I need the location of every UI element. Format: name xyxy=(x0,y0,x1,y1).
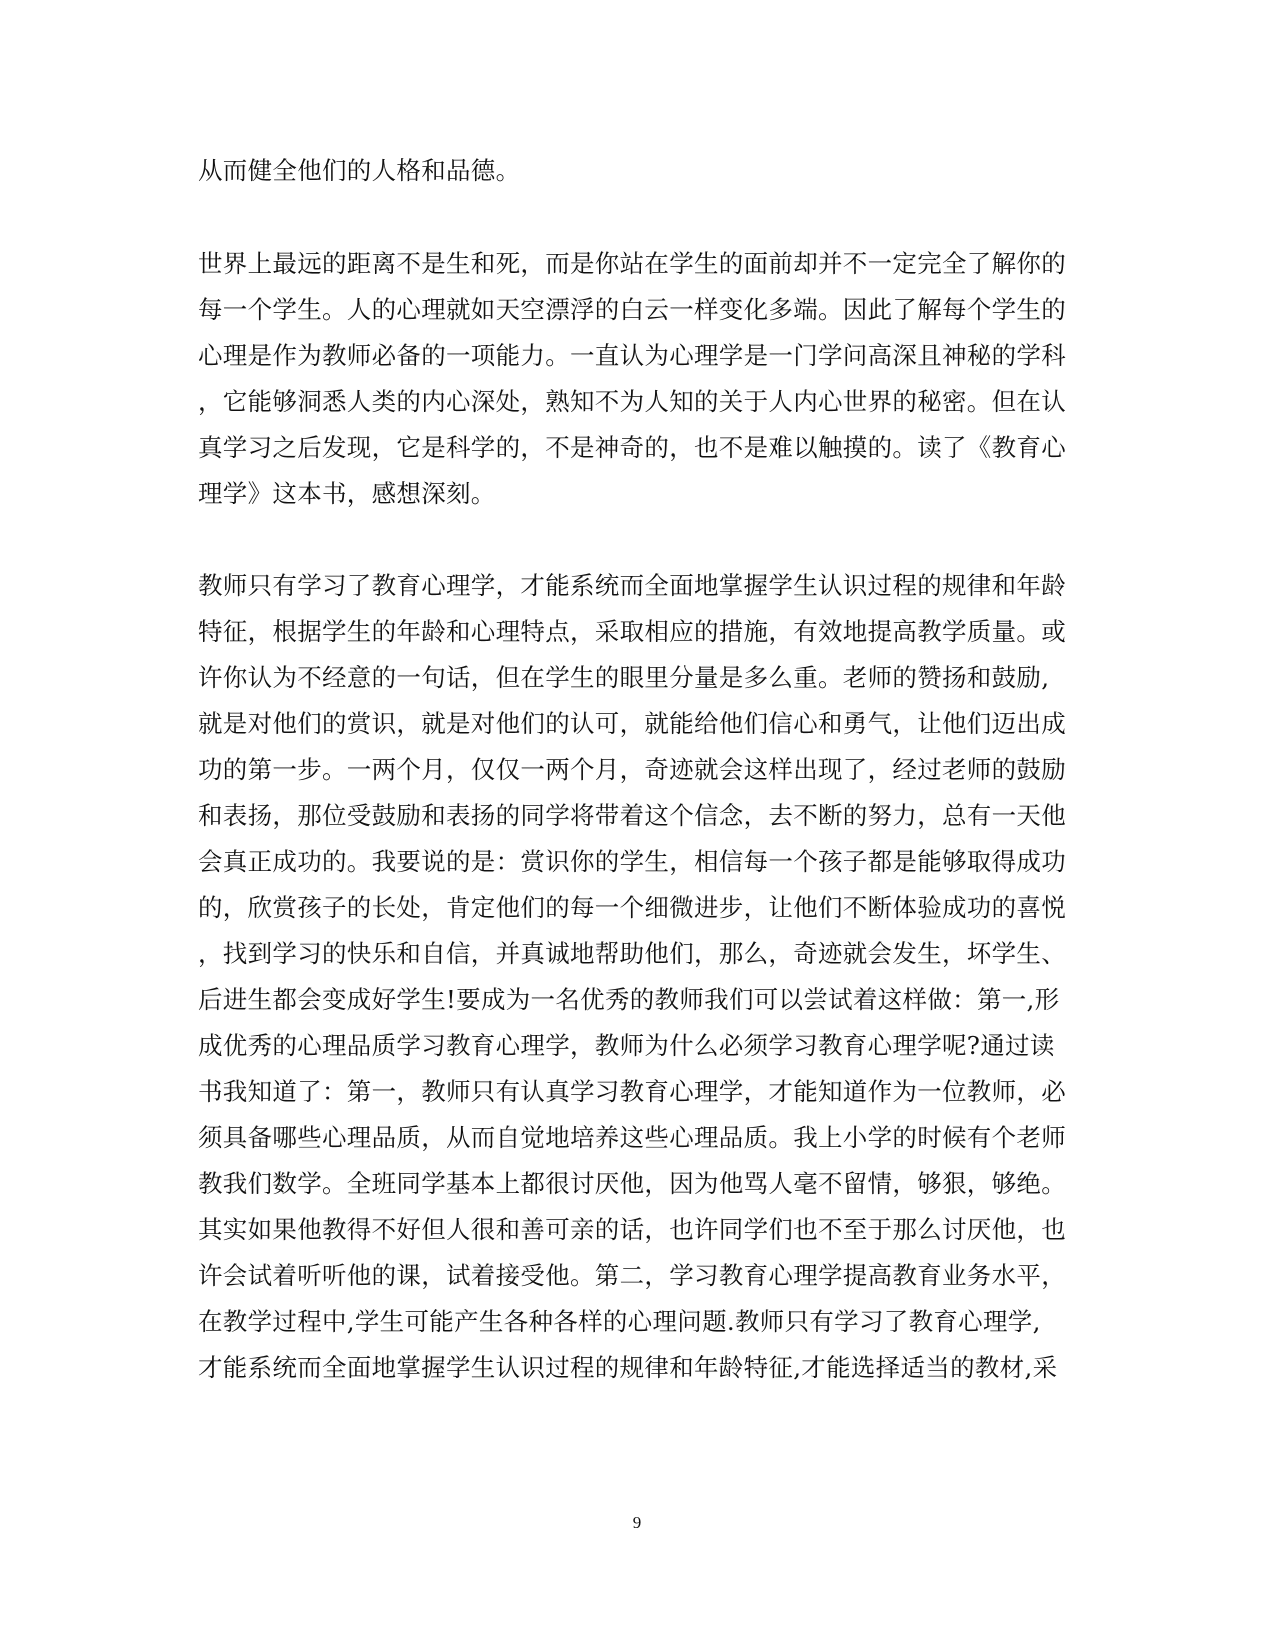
paragraph-2-line-4: ，它能够洞悉人类的内心深处，熟知不为人知的关于人内心世界的秘密。但在认 xyxy=(198,387,1066,416)
paragraph-3-line-9: ，找到学习的快乐和自信，并真诚地帮助他们，那么，奇迹就会发生，坏学生、 xyxy=(198,939,1066,968)
paragraph-3-line-14: 教我们数学。全班同学基本上都很讨厌他，因为他骂人毫不留情，够狠，够绝。 xyxy=(198,1169,1066,1198)
paragraph-1-line-1: 从而健全他们的人格和品德。 xyxy=(198,156,521,185)
paragraph-3-line-13: 须具备哪些心理品质，从而自觉地培养这些心理品质。我上小学的时候有个老师 xyxy=(198,1123,1066,1152)
paragraph-2-line-5: 真学习之后发现，它是科学的，不是神奇的，也不是难以触摸的。读了《教育心 xyxy=(198,433,1066,462)
paragraph-3-line-4: 就是对他们的赏识，就是对他们的认可，就能给他们信心和勇气，让他们迈出成 xyxy=(198,709,1066,738)
paragraph-3-line-3: 许你认为不经意的一句话，但在学生的眼里分量是多么重。老师的赞扬和鼓励, xyxy=(198,663,1050,692)
paragraph-3-line-7: 会真正成功的。我要说的是：赏识你的学生，相信每一个孩子都是能够取得成功 xyxy=(198,847,1066,876)
paragraph-3-line-12: 书我知道了：第一，教师只有认真学习教育心理学，才能知道作为一位教师，必 xyxy=(198,1077,1066,1106)
paragraph-3-line-2: 特征，根据学生的年龄和心理特点，采取相应的措施，有效地提高教学质量。或 xyxy=(198,617,1066,646)
paragraph-2-line-3: 心理是作为教师必备的一项能力。一直认为心理学是一门学问高深且神秘的学科 xyxy=(198,341,1066,370)
paragraph-3-line-8: 的，欣赏孩子的长处，肯定他们的每一个细微进步，让他们不断体验成功的喜悦 xyxy=(198,893,1066,922)
paragraph-3-line-11: 成优秀的心理品质学习教育心理学，教师为什么必须学习教育心理学呢?通过读 xyxy=(198,1031,1055,1060)
page-number: 9 xyxy=(632,1513,642,1532)
paragraph-3-line-10: 后进生都会变成好学生!要成为一名优秀的教师我们可以尝试着这样做：第一,形 xyxy=(198,985,1060,1014)
paragraph-3-line-16: 许会试着听听他的课，试着接受他。第二，学习教育心理学提高教育业务水平， xyxy=(198,1261,1066,1290)
paragraph-2-line-2: 每一个学生。人的心理就如天空漂浮的白云一样变化多端。因此了解每个学生的 xyxy=(198,295,1066,324)
paragraph-2-line-1: 世界上最远的距离不是生和死，而是你站在学生的面前却并不一定完全了解你的 xyxy=(198,249,1066,278)
paragraph-3-line-5: 功的第一步。一两个月，仅仅一两个月，奇迹就会这样出现了，经过老师的鼓励 xyxy=(198,755,1066,784)
paragraph-2-line-6: 理学》这本书，感想深刻。 xyxy=(198,479,496,508)
paragraph-3-line-17: 在教学过程中,学生可能产生各种各样的心理问题.教师只有学习了教育心理学, xyxy=(198,1307,1041,1336)
paragraph-3-line-1: 教师只有学习了教育心理学，才能系统而全面地掌握学生认识过程的规律和年龄 xyxy=(198,571,1066,600)
paragraph-3-line-18: 才能系统而全面地掌握学生认识过程的规律和年龄特征,才能选择适当的教材,采 xyxy=(198,1353,1058,1382)
paragraph-3-line-15: 其实如果他教得不好但人很和善可亲的话，也许同学们也不至于那么讨厌他，也 xyxy=(198,1215,1066,1244)
paragraph-3-line-6: 和表扬，那位受鼓励和表扬的同学将带着这个信念，去不断的努力，总有一天他 xyxy=(198,801,1066,830)
